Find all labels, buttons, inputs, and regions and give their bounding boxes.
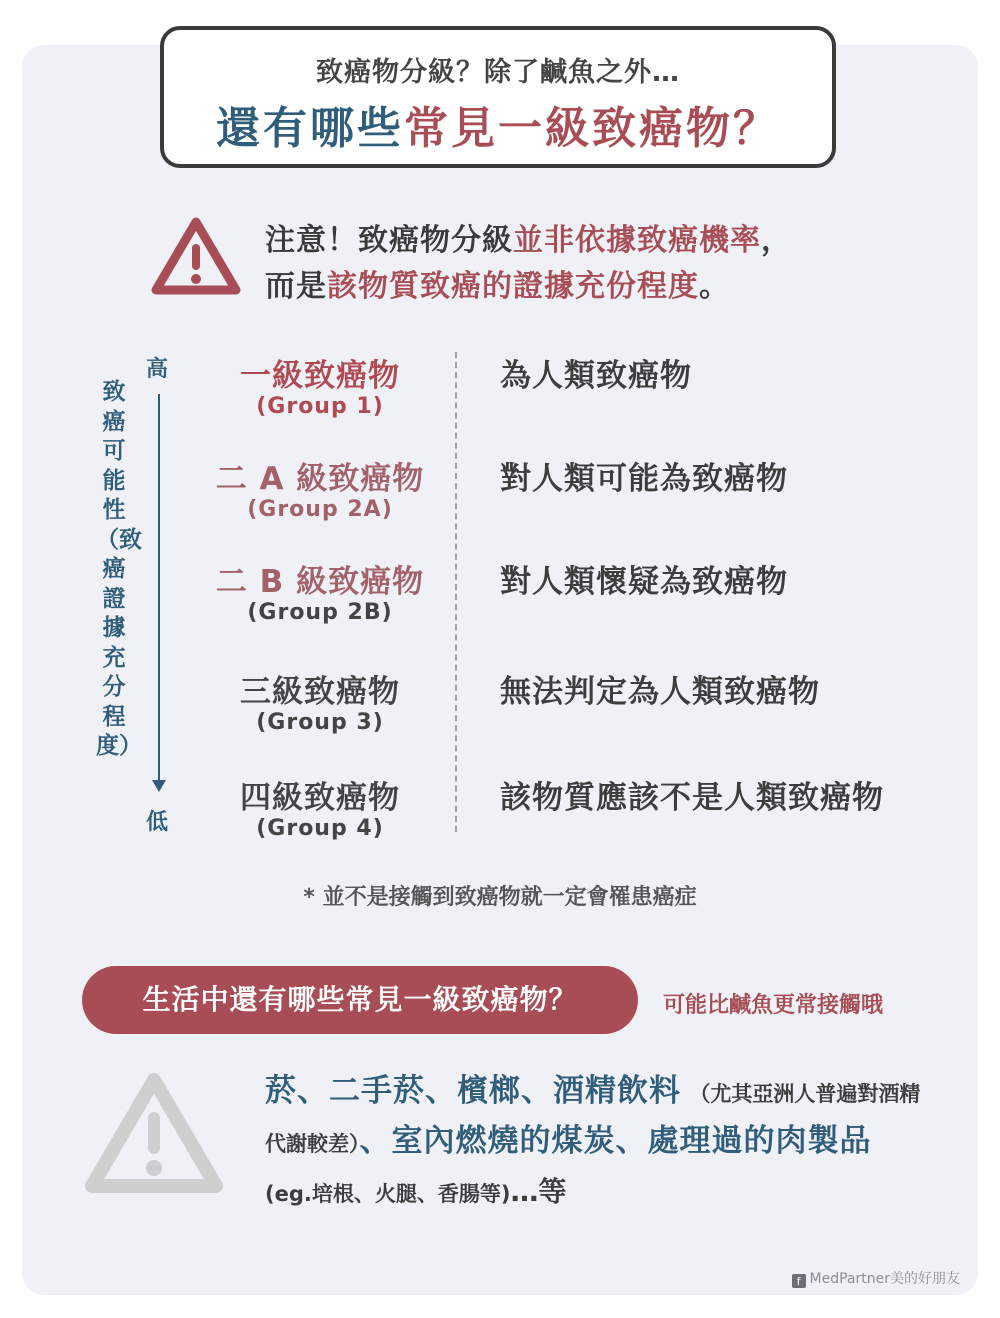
footnote: * 並不是接觸到致癌物就一定會罹患癌症: [303, 885, 697, 910]
title-subtitle: 致癌物分級？除了鹹魚之外…: [316, 57, 680, 88]
list-note-2: (eg.培根、火腿、香腸等): [265, 1182, 511, 1206]
warning-triangle-icon: [150, 214, 242, 300]
title-main: [164, 92, 832, 156]
section-pill: 生活中還有哪些常見一級致癌物？: [82, 966, 638, 1034]
group-2b-name: 二 B 級致癌物: [215, 564, 425, 600]
title-main-part2: 常見一級致癌物？: [404, 103, 780, 154]
credit: [792, 1268, 960, 1288]
list-note-1: （尤其亞洲人普遍對酒精代謝較差）: [265, 1082, 921, 1156]
group-4-code: (Group 4): [256, 816, 384, 841]
column-divider: [455, 352, 457, 832]
list-sep: 、: [359, 1123, 392, 1159]
carcinogen-list: [265, 1068, 925, 1218]
group-1-name: 一級致癌物: [240, 358, 400, 394]
warning-triangle-icon: [82, 1068, 226, 1200]
axis-arrow-down-icon: [152, 780, 166, 792]
axis-high-label: 高: [146, 357, 169, 382]
group-2a-desc: 對人類可能為致癌物: [500, 461, 788, 497]
group-2a-code: (Group 2A): [247, 497, 393, 522]
notice-part1: 注意！致癌物分級: [265, 223, 513, 258]
list-highlight-2: 室內燃燒的煤炭、處理過的肉製品: [391, 1123, 872, 1159]
notice-part6: 。: [699, 269, 730, 304]
title-box: [160, 26, 836, 168]
group-1-code: (Group 1): [256, 394, 384, 419]
group-1-desc: 為人類致癌物: [500, 358, 692, 394]
group-4-desc: 該物質應該不是人類致癌物: [500, 780, 884, 816]
group-3-code: (Group 3): [256, 710, 384, 735]
axis-low-label: 低: [146, 810, 169, 835]
group-2a-name: 二 A 級致癌物: [215, 461, 425, 497]
notice-part5: 該物質致癌的證據充份程度: [327, 269, 699, 304]
notice-text: [265, 218, 905, 310]
list-tail: …等: [510, 1175, 567, 1208]
notice-part3: ，: [761, 223, 792, 258]
group-3-name: 三級致癌物: [240, 674, 400, 710]
credit-text: MedPartner美的好朋友: [809, 1271, 960, 1287]
notice-part2: 並非依據致癌機率: [513, 223, 761, 258]
group-3-desc: 無法判定為人類致癌物: [500, 674, 820, 710]
notice-part4: 而是: [265, 269, 327, 304]
list-highlight-1: 菸、二手菸、檳榔、酒精飲料: [265, 1073, 681, 1109]
group-2b-desc: 對人類懷疑為致癌物: [500, 564, 788, 600]
axis-label: 致癌可能性（致癌證據充分程度）: [96, 379, 142, 759]
section-side-note: 可能比鹹魚更常接觸哦: [663, 993, 884, 1018]
facebook-icon: f: [792, 1274, 806, 1288]
title-main-part1: 還有哪些: [216, 103, 404, 154]
group-4-name: 四級致癌物: [240, 780, 400, 816]
group-2b-code: (Group 2B): [247, 600, 393, 625]
axis-line: [158, 394, 160, 784]
